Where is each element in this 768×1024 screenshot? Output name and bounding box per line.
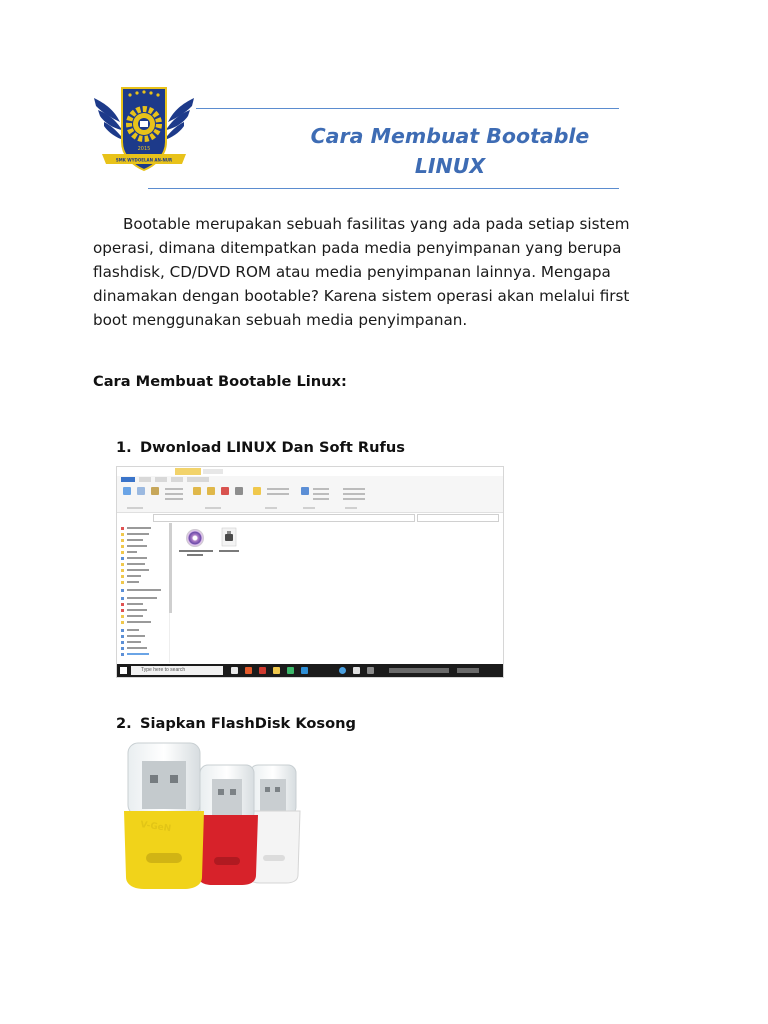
- explorer-screenshot: [116, 466, 504, 678]
- header-rule-bottom: [148, 188, 619, 189]
- logo-motto: SMK WYDOELAN AN-NUR: [115, 157, 173, 163]
- pin-icon: [123, 487, 131, 495]
- app-icon[interactable]: [245, 667, 252, 674]
- window-tab: [203, 469, 223, 474]
- step-2-number: 2.: [116, 715, 132, 732]
- step-2: [116, 715, 356, 732]
- ribbon-tools-tab: [187, 477, 209, 482]
- taskbar-search-placeholder: Type here to search: [141, 667, 186, 673]
- step-1-number: 1.: [116, 439, 132, 456]
- page-title: [300, 121, 600, 181]
- ribbon-view-tab: [171, 477, 183, 482]
- linux-iso-file-icon[interactable]: [186, 529, 204, 547]
- chrome-icon[interactable]: [339, 667, 346, 674]
- taskbar-clock: [457, 668, 479, 673]
- app-icon[interactable]: [353, 667, 360, 674]
- step-2-text: Siapkan FlashDisk Kosong: [140, 715, 356, 732]
- app-icon[interactable]: [287, 667, 294, 674]
- ribbon-home-tab: [139, 477, 151, 482]
- properties-icon: [301, 487, 309, 495]
- title-line-2: LINUX: [414, 154, 486, 178]
- step-1-text: Dwonload LINUX Dan Soft Rufus: [140, 439, 405, 456]
- manage-tab: [175, 468, 201, 475]
- copy-to-icon: [207, 487, 215, 495]
- windows-start-icon[interactable]: [120, 667, 127, 674]
- copy-icon: [137, 487, 145, 495]
- explorer-ribbon: [117, 476, 503, 513]
- delete-icon: [221, 487, 229, 495]
- intro-text: Bootable merupakan sebuah fasilitas yang ada pada setiap sistem operasi, dimana ditempatkan pada media penyimpanan yang berupa flashdisk, CD/DVD ROM atau media penyimpanan lainnya. Mengapa dinamakan dengan bootable? Karena sistem operasi akan melalui first boot menggunakan sebuah media penyimpanan.: [93, 215, 630, 329]
- taskbar-search[interactable]: [131, 666, 223, 675]
- app-icon[interactable]: [367, 667, 374, 674]
- ribbon-share-tab: [155, 477, 167, 482]
- new-folder-icon: [253, 487, 261, 495]
- school-logo: [92, 84, 196, 176]
- header-rule-top: [196, 108, 619, 109]
- intro-paragraph: [93, 212, 663, 332]
- system-tray: [389, 668, 449, 673]
- logo-year: 2015: [137, 146, 151, 152]
- flashdisk-brand: V-GeN: [139, 820, 172, 835]
- title-line-1: Cara Membuat Bootable: [310, 124, 590, 148]
- address-bar[interactable]: [153, 514, 415, 522]
- search-box[interactable]: [417, 514, 499, 522]
- explorer-taskbar-icon[interactable]: [273, 667, 280, 674]
- yellow-flashdisk: [124, 743, 204, 889]
- section-heading: Cara Membuat Bootable Linux:: [93, 373, 347, 390]
- task-view-icon[interactable]: [231, 667, 238, 674]
- nav-scrollbar[interactable]: [169, 523, 172, 613]
- rufus-file-icon[interactable]: [221, 527, 237, 547]
- windows-taskbar: [117, 664, 503, 677]
- flashdisk-image: [118, 735, 314, 895]
- move-icon: [193, 487, 201, 495]
- navigation-pane: [117, 523, 170, 663]
- rename-icon: [235, 487, 243, 495]
- app-icon[interactable]: [301, 667, 308, 674]
- step-1: [116, 439, 405, 456]
- paste-icon: [151, 487, 159, 495]
- ribbon-file-tab: [121, 477, 135, 482]
- red-flashdisk: [196, 765, 258, 885]
- app-icon[interactable]: [259, 667, 266, 674]
